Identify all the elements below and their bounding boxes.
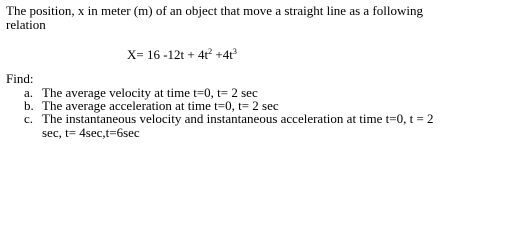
find-label: Find: — [6, 71, 34, 86]
equation-lhs: X= 16 -12t + 4t — [127, 47, 209, 62]
intro-text-line-1: The position, x in meter (m) of an object that move a straight line as a following — [6, 3, 423, 18]
equation-exponent-1: 2 — [208, 47, 213, 56]
equation-mid: +4t — [212, 47, 233, 62]
equation-exponent-2: 3 — [232, 47, 237, 56]
question-b-text: The average acceleration at time t=0, t= 2 sec — [42, 98, 279, 113]
question-c-letter: c. — [24, 111, 34, 126]
question-c-text-line-2: sec, t= 4sec,t=6sec — [42, 125, 140, 140]
position-equation — [127, 48, 237, 62]
question-a-letter: a. — [24, 85, 34, 100]
question-b-letter: b. — [24, 98, 34, 113]
question-a-text: The average velocity at time t=0, t= 2 sec — [42, 85, 258, 100]
intro-text-line-2: relation — [6, 17, 46, 32]
question-c-text-line-1: The instantaneous velocity and instantaneous acceleration at time t=0, t = 2 — [42, 111, 434, 126]
